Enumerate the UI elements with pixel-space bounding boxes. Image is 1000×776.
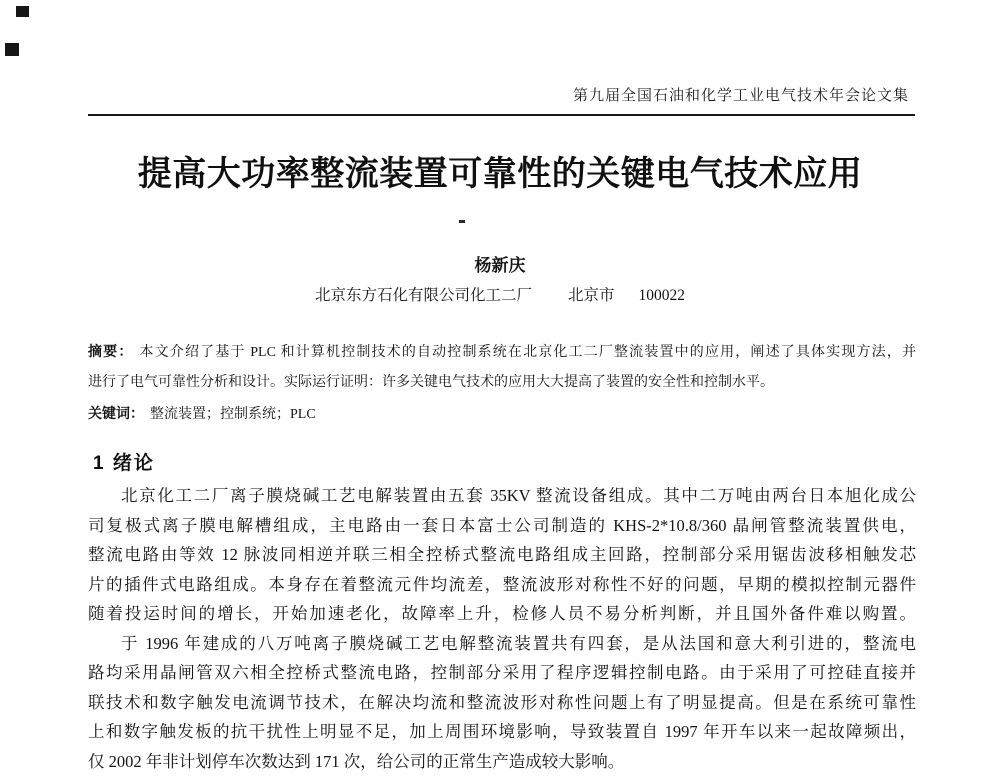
- keywords-label: 关键词：: [88, 405, 144, 421]
- abstract-block: [88, 336, 916, 429]
- para2-line: 仅 2002 年非计划停车次数达到 171 次，给公司的正常生产造成较大影响。: [88, 747, 916, 776]
- section-1-heading: 1 绪论: [93, 448, 155, 475]
- abstract-line-2: [88, 367, 916, 398]
- scan-dot-artifact: [459, 220, 465, 223]
- affiliation-zip: 100022: [639, 287, 686, 304]
- abstract-text-1: 本文介绍了基于 PLC 和计算机控制技术的自动控制系统在北京化工二厂整流装置中的应用，阐述了具体实现方法，并: [139, 345, 916, 360]
- affiliation-org: 北京东方石化有限公司化工二厂: [315, 287, 532, 304]
- abstract-line-1: [88, 336, 916, 367]
- author-affiliation: [0, 283, 1000, 305]
- proceedings-header: 第九届全国石油和化学工业电气技术年会论文集: [88, 84, 915, 105]
- scan-artifact-mark: [16, 6, 29, 17]
- abstract-text-2: 进行了电气可靠性分析和设计。实际运行证明：许多关键电气技术的应用大大提高了装置的安全性和控制水平。: [88, 375, 774, 390]
- affiliation-city: 北京市: [568, 287, 615, 304]
- para1-line: 片的插件式电路组成。本身存在着整流元件均流差，整流波形对称性不好的问题，早期的模拟控制元器件: [88, 570, 916, 600]
- author-name: 杨新庆: [0, 251, 1000, 276]
- keywords-text: 整流装置；控制系统；PLC: [150, 407, 316, 422]
- paper-title: 提高大功率整流装置可靠性的关键电气技术应用: [0, 146, 1000, 195]
- para2-line: 路均采用晶闸管双六相全控桥式整流电路，控制部分采用了程序逻辑控制电路。由于采用了可控硅直接并: [88, 658, 916, 688]
- para2-line: 上和数字触发板的抗干扰性上明显不足，加上周围环境影响，导致装置自 1997 年开车以来一起故障频出，: [88, 717, 916, 747]
- abstract-label: 摘要：: [88, 343, 133, 359]
- para1-line: 随着投运时间的增长，开始加速老化，故障率上升，检修人员不易分析判断，并且国外备件难以购置。: [88, 599, 916, 629]
- body-text: [88, 481, 916, 776]
- para1-line: 司复极式离子膜电解槽组成，主电路由一套日本富士公司制造的 KHS-2*10.8/360 晶闸管整流装置供电，: [88, 511, 916, 541]
- para1-line: 整流电路由等效 12 脉波同相逆并联三相全控桥式整流电路组成主回路，控制部分采用锯齿波移相触发芯: [88, 540, 916, 570]
- para2-line: 联技术和数字触发电流调节技术，在解决均流和整流波形对称性问题上有了明显提高。但是在系统可靠性: [88, 688, 916, 718]
- scan-artifact-mark: [5, 43, 19, 56]
- para2-line: 于 1996 年建成的八万吨离子膜烧碱工艺电解整流装置共有四套，是从法国和意大利引进的，整流电: [88, 629, 916, 659]
- page-header-rule: [88, 84, 915, 116]
- keywords-line: [88, 398, 916, 429]
- para1-line: 北京化工二厂离子膜烧碱工艺电解装置由五套 35KV 整流设备组成。其中二万吨由两台日本旭化成公: [88, 481, 916, 511]
